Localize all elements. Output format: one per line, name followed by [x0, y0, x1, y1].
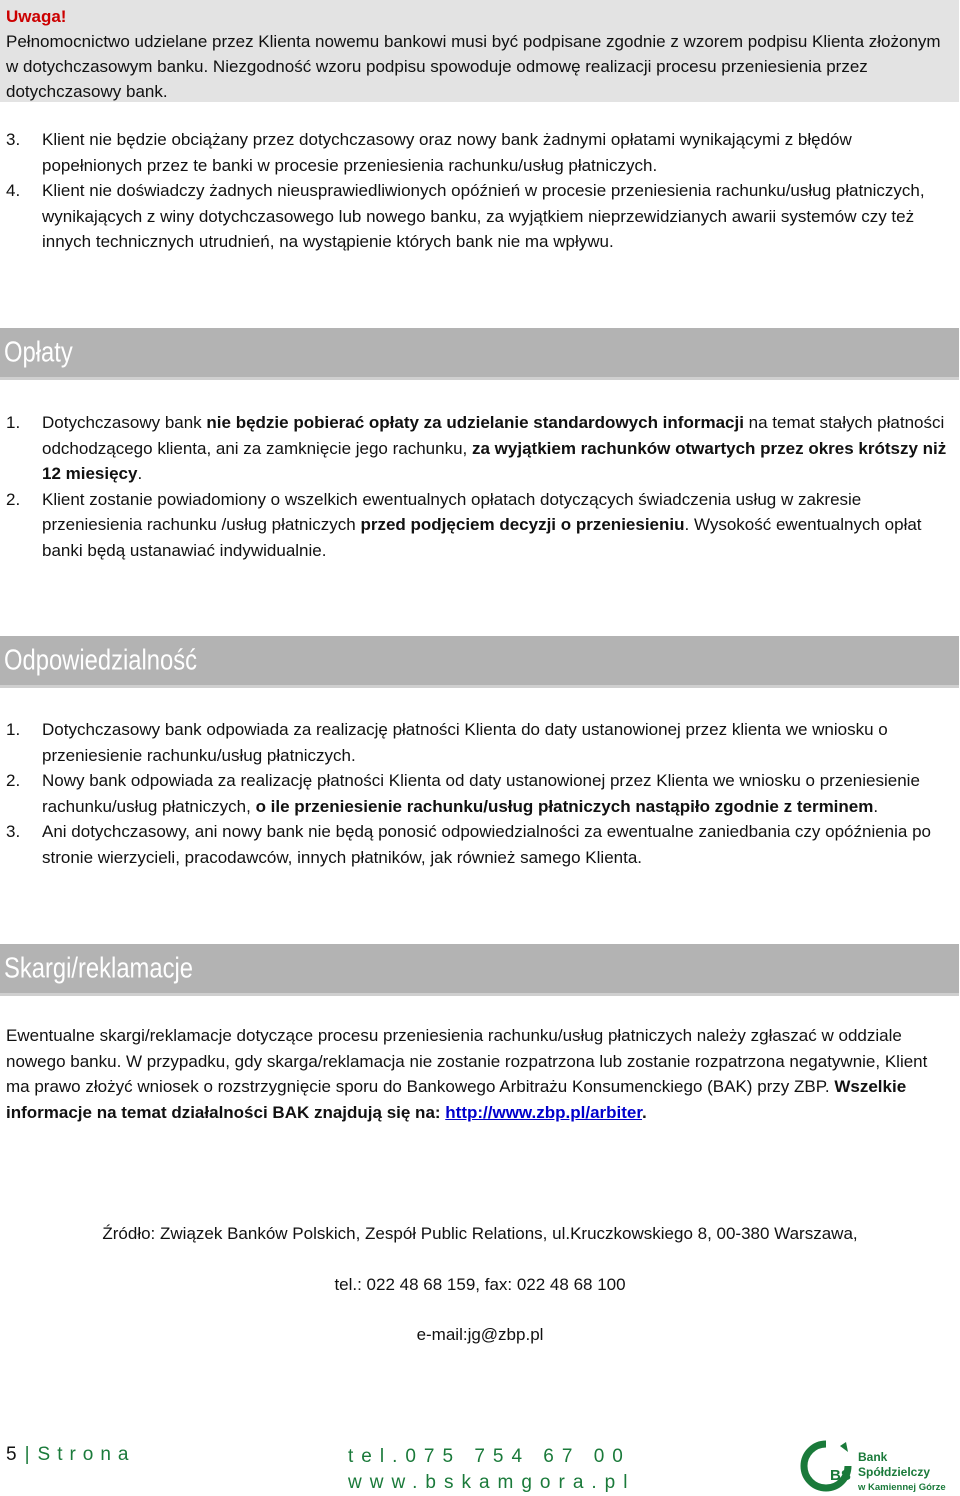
section-header-oplaty	[0, 328, 959, 380]
list-text	[42, 487, 960, 564]
list-text	[42, 410, 960, 487]
list-text: Dotychczasowy bank odpowiada za realizację płatności Klienta do daty ustanowionej przez klienta we wniosku o przeniesienie rachunku/usług płatniczych.	[42, 720, 888, 765]
warning-text: Pełnomocnictwo udzielane przez Klienta nowemu bankowi musi być podpisane zgodnie z wzorem podpisu Klienta złożonym w dotychczasowym banku. Niezgodność wzoru podpisu spowoduje odmowę realizacji procesu przeniesienia przez dotychczasowy bank.	[6, 32, 941, 101]
bold-text: za wyjątkiem rachunków otwartych przez okres krótszy niż 12 miesięcy	[42, 438, 947, 483]
list-item	[0, 487, 960, 564]
text-run: . Wysokość ewentualnych opłat banki będą ustanawiać indywidualnie.	[42, 515, 922, 560]
footer-website: www.bskamgora.pl	[348, 1472, 636, 1493]
list-text	[42, 768, 960, 819]
bold-text: Wszelkie informacje na temat działalności BAK znajdują się na:	[6, 1077, 907, 1122]
list-number: 4.	[6, 181, 21, 200]
list-number: 2.	[6, 771, 21, 790]
liability-list	[0, 717, 960, 870]
list-number: 1.	[6, 413, 21, 432]
list-text: Klient nie doświadczy żadnych nieusprawiedliwionych opóźnień w procesie przeniesienia rachunku/usług płatniczych, wynikających z winy dotychczasowego lub nowego banku, za wyjątkiem nieprzewidzianych awarii systemów czy też innych technicznych utrudnień, na wystąpienie których bank nie ma wpływu.	[42, 181, 925, 251]
text-run: .	[137, 464, 143, 483]
bold-text: o ile przeniesienie rachunku/usług płatniczych nastąpiło zgodnie z terminem	[255, 796, 874, 816]
source-phone: tel.: 022 48 68 159, fax: 022 48 68 100	[334, 1275, 626, 1294]
section-header-odpowiedzialnosc	[0, 636, 959, 688]
text-run: Ewentualne skargi/reklamacje dotyczące procesu przeniesienia rachunku/usług płatniczych należy zgłaszać w oddziale nowego banku. W przypadku, gdy skarga/reklamacja nie zostanie rozpatrzona lub zostanie rozpatrzona negatywnie, Klient ma prawo złożyć wniosek o rozstrzygnięcie sporu do Bankowego Arbitrażu Konsumenckiego (BAK) przy ZBP.	[6, 1026, 928, 1096]
list-number: 2.	[6, 489, 21, 509]
arbiter-link[interactable]: http://www.zbp.pl/arbiter	[445, 1102, 643, 1122]
list-item	[0, 127, 960, 178]
footer-contact	[348, 1444, 635, 1496]
warning-title: Uwaga!	[6, 7, 67, 26]
logo-line2: w Kamiennej Górze	[858, 1482, 946, 1493]
list-text: Ani dotychczasowy, ani nowy bank nie będą ponosić odpowiedzialności za ewentualne zaniedbania czy opóźnienia po stronie wierzycieli, pracodawców, innych płatników, jak również samego Klienta.	[42, 822, 931, 867]
section-title: Odpowiedzialność	[4, 644, 197, 676]
rights-list	[0, 127, 960, 255]
text-run: Dotychczasowy bank	[42, 413, 207, 432]
text-run: Klient zostanie powiadomiony o wszelkich ewentualnych opłatach dotyczących świadczenia usług w zakresie przeniesienia rachunku /usług płatniczych	[42, 489, 862, 534]
complaints-paragraph	[6, 1023, 951, 1125]
text-run: .	[642, 1102, 647, 1122]
source-email: e-mail:jg@zbp.pl	[416, 1325, 544, 1344]
logo-line1: Bank Spółdzielczy	[858, 1450, 931, 1479]
list-item	[0, 410, 960, 487]
warning-box	[0, 0, 959, 102]
page-separator: |	[24, 1444, 34, 1465]
section-title: Skargi/reklamacje	[4, 952, 193, 984]
logo-text	[858, 1450, 960, 1495]
list-number: 1.	[6, 720, 21, 739]
logo-initials: BS	[830, 1467, 851, 1484]
bold-text: przed podjęciem decyzji o przeniesieniu	[360, 515, 685, 534]
footer-phone: tel.075 754 67 00	[348, 1446, 631, 1467]
list-number: 3.	[6, 822, 21, 841]
list-item	[0, 178, 960, 255]
page-number	[6, 1444, 136, 1466]
list-item	[0, 819, 960, 870]
page-word: Strona	[37, 1444, 136, 1465]
section-header-skargi	[0, 944, 959, 996]
bold-text: nie będzie pobierać opłaty za udzielanie standardowych informacji	[206, 413, 744, 432]
list-item	[0, 717, 960, 768]
fees-list	[0, 410, 960, 563]
text-run: Nowy bank odpowiada za realizację płatności Klienta od daty ustanowionej przez Klienta we wniosku o przeniesienie rachunku/usług płatniczych,	[42, 771, 920, 816]
source-line: Źródło: Związek Banków Polskich, Zespół Public Relations, ul.Kruczkowskiego 8, 00-380 Warszawa,	[102, 1224, 858, 1243]
list-item	[0, 768, 960, 819]
text-run: na temat stałych płatności odchodzącego klienta, ani za zamknięcie jego rachunku,	[42, 413, 945, 458]
text-run: .	[873, 796, 879, 816]
list-number: 3.	[6, 130, 21, 149]
list-text: Klient nie będzie obciążany przez dotychczasowy oraz nowy bank żadnymi opłatami wynikającymi z błędów popełnionych przez te banki w procesie przeniesienia rachunku/usług płatniczych.	[42, 130, 852, 175]
section-title: Opłaty	[4, 336, 73, 368]
page-number-value: 5	[6, 1444, 21, 1465]
